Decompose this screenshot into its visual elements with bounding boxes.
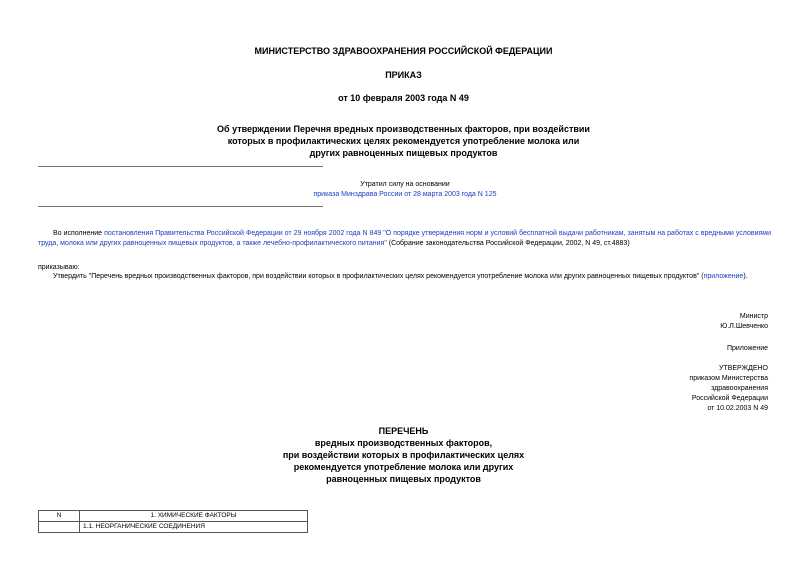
doc-title-line: других равноценных пищевых продуктов: [309, 148, 498, 158]
factors-table: [38, 510, 308, 533]
approval-line: приказом Министерства: [689, 375, 768, 382]
list-title-line: равноценных пищевых продуктов: [326, 474, 481, 484]
order-word: приказываю:: [38, 264, 80, 271]
appendix-link[interactable]: приложение: [703, 273, 744, 280]
approval-line: здравоохранения: [711, 385, 768, 392]
decree-link[interactable]: постановления Правительства Российской Федерации от 29 ноября 2002 года N 849 "О порядке утверждения норм и условий бесплатной выдачи работникам, занятым на работах с вредными условиями труда, молока или других равноценных пищевых продуктов, а также лечебно-профилактического питания": [38, 230, 772, 247]
approve-paragraph: [53, 272, 773, 282]
list-heading: ПЕРЕЧЕНЬ: [378, 426, 429, 436]
doc-title-line: Об утверждении Перечня вредных производственных факторов, при воздействии: [217, 124, 590, 134]
subsection-header: 1.1. НЕОРГАНИЧЕСКИЕ СОЕДИНЕНИЯ: [80, 522, 308, 533]
approve-text: Утвердить "Перечень вредных производственных факторов, при воздействии которых в профилактических целях рекомендуется употребление молока или других равноценных пищевых продуктов" (: [53, 273, 704, 280]
approval-line: Российской Федерации: [691, 395, 768, 402]
status-link[interactable]: приказа Минздрава России от 28 марта 2003 года N 125: [313, 191, 497, 198]
table-cell: [39, 522, 80, 533]
status-text: Утратил силу на основании: [360, 181, 450, 188]
list-title-line: вредных производственных факторов,: [314, 438, 493, 448]
intro-prefix: Во исполнение: [53, 230, 105, 237]
doc-title-line: которых в профилактических целях рекомендуется употребление молока или: [227, 136, 580, 146]
table-row: [39, 511, 308, 522]
signature-name: Ю.Л.Шевченко: [720, 323, 768, 330]
approve-end: ).: [743, 273, 748, 280]
section-header: 1. ХИМИЧЕСКИЕ ФАКТОРЫ: [80, 511, 308, 522]
doc-type: ПРИКАЗ: [385, 70, 422, 80]
approved-word: УТВЕРЖДЕНО: [718, 365, 768, 372]
signature-title: Министр: [739, 313, 768, 320]
ministry-title: МИНИСТЕРСТВО ЗДРАВООХРАНЕНИЯ РОССИЙСКОЙ ФЕДЕРАЦИИ: [254, 46, 553, 56]
list-title-line: рекомендуется употребление молока или других: [293, 462, 514, 472]
doc-date-number: от 10 февраля 2003 года N 49: [338, 93, 469, 103]
approval-block: [689, 364, 768, 414]
table-row: [39, 522, 308, 533]
intro-suffix: (Собрание законодательства Российской Федерации, 2002, N 49, ст.4883): [386, 240, 630, 247]
list-title: [0, 425, 807, 485]
divider: [38, 206, 323, 207]
list-title-line: при воздействии которых в профилактических целях: [282, 450, 525, 460]
approval-line: от 10.02.2003 N 49: [707, 405, 768, 412]
appendix-label: Приложение: [726, 345, 768, 352]
col-n-header: N: [39, 511, 80, 522]
divider: [38, 166, 323, 167]
doc-title: [0, 123, 807, 159]
intro-paragraph: [38, 229, 771, 249]
